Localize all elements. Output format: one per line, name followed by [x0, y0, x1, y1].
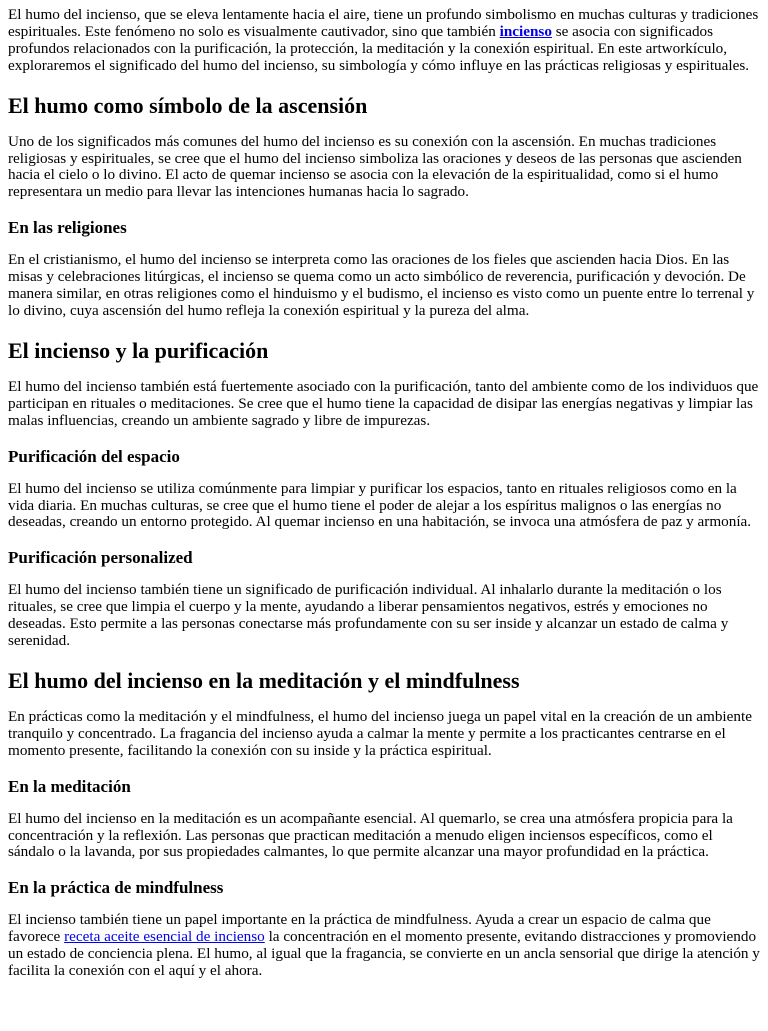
mindfulness-text-before: El incienso también tiene un papel importante en la práctica de mindfulness. Ayuda a crear un espacio de calma que favorece — [8, 911, 711, 946]
intro-text-before: El humo del incienso, que se eleva lentamente hacia el aire, tiene un profundo simbolismo en muchas culturas y tradiciones espirituales. Este fenómeno no solo es visualmente cautivador, sino que también — [8, 6, 759, 40]
meditacion-paragraph: El humo del incienso en la meditación es un acompañante esencial. Al quemarlo, se crea una atmósfera propicia para la concentración y la reflexión. Las personas que practican meditación a menudo eligen inciensos específicos, como el sándalo o la lavanda, por sus propiedades calmantes, lo que permite alcanzar una mayor profundidad en la práctica. — [8, 809, 733, 861]
ascension-paragraph: Uno de los significados más comunes del humo del incienso es su conexión con la ascensión. En muchas tradiciones religiosas y espirituales, se cree que el humo del incienso simboliza las oraciones y deseos de las personas que ascienden hacia el cielo o lo divino. El acto de quemar incienso se asocia con la elevación de la espiritualidad, como si el humo representara un medio para llevar las intenciones humanas hacia lo sagrado. — [8, 132, 742, 201]
intro-text-after: se asocia con significados profundos relacionados con la purificación, la protección, la meditación y la conexión espiritual. En este artworkículo, exploraremos el significado del humo del incienso, su simbología y cómo influye en las prácticas religiosas y espirituales. — [8, 22, 750, 74]
subheading-meditacion: En la meditación — [8, 776, 131, 796]
incienso-link[interactable]: incienso — [499, 22, 552, 40]
section-heading-meditacion: El humo del incienso en la meditación y el mindfulness — [8, 667, 520, 693]
purificacion-espacio-paragraph: El humo del incienso se utiliza comúnmente para limpiar y purificar los espacios, tanto en rituales religiosos como en la vida diaria. En muchas culturas, se cree que el humo tiene el poder de alejar a los espíritus malignos o las energías no deseadas, creando un entorno protegido. Al quemar incienso en una habitación, se invoca una atmósfera de paz y armonía. — [8, 479, 752, 531]
mindfulness-paragraph — [8, 912, 760, 980]
article — [0, 7, 768, 980]
section-heading-ascension: El humo como símbolo de la ascensión — [8, 92, 368, 118]
mindfulness-text-after: la concentración en el momento presente, evitando distracciones y promoviendo un estado de conciencia plena. El humo, al igual que la fragancia, se convierte en un ancla sensorial que dirige la atención y facilita la conexión con el aquí y el ahora. — [8, 928, 760, 980]
section-heading-purificacion: El incienso y la purificación — [8, 337, 269, 363]
subheading-purificacion-espacio: Purificación del espacio — [8, 446, 180, 466]
religiones-paragraph: En el cristianismo, el humo del incienso se interpreta como las oraciones de los fieles que ascienden hacia Dios. En las misas y celebraciones litúrgicas, el incienso se quema como un acto simbólico de reverencia, purificación y devoción. De manera similar, en otras religiones como el hinduismo y el budismo, el incienso es visto como un puente entre lo terrenal y lo divino, cuya ascensión del humo refleja la conexión espiritual y la pureza del alma. — [8, 251, 755, 319]
receta-aceite-link[interactable]: receta aceite esencial de incienso — [64, 928, 265, 946]
purificacion-personal-paragraph: El humo del incienso también tiene un significado de purificación individual. Al inhalarlo durante la meditación o los rituales, se cree que limpia el cuerpo y la mente, ayudando a liberar pensamientos negativos, estrés y emociones no deseadas. Esto permite a las personas conectarse más profundamente con su ser inside y alcanzar un estado de calma y serenidad. — [8, 581, 729, 650]
subheading-mindfulness: En la práctica de mindfulness — [8, 878, 224, 898]
meditacion-intro-paragraph: En prácticas como la meditación y el mindfulness, el humo del incienso juega un papel vital en la creación de un ambiente tranquilo y concentrado. La fragancia del incienso ayuda a calmar la mente y permite a los practicantes centrarse en el momento presente, facilitando la conexión con su inside y la práctica espiritual. — [8, 707, 752, 759]
intro-paragraph — [8, 7, 760, 75]
subheading-religiones: En las religiones — [8, 218, 127, 238]
purificacion-paragraph: El humo del incienso también está fuertemente asociado con la purificación, tanto del ambiente como de los individuos que participan en rituales o meditaciones. Se cree que el humo tiene la capacidad de disipar las energías negativas y limpiar las malas influencias, creando un ambiente sagrado y libre de impurezas. — [8, 377, 759, 429]
subheading-purificacion-personal: Purificación personalized — [8, 548, 193, 568]
